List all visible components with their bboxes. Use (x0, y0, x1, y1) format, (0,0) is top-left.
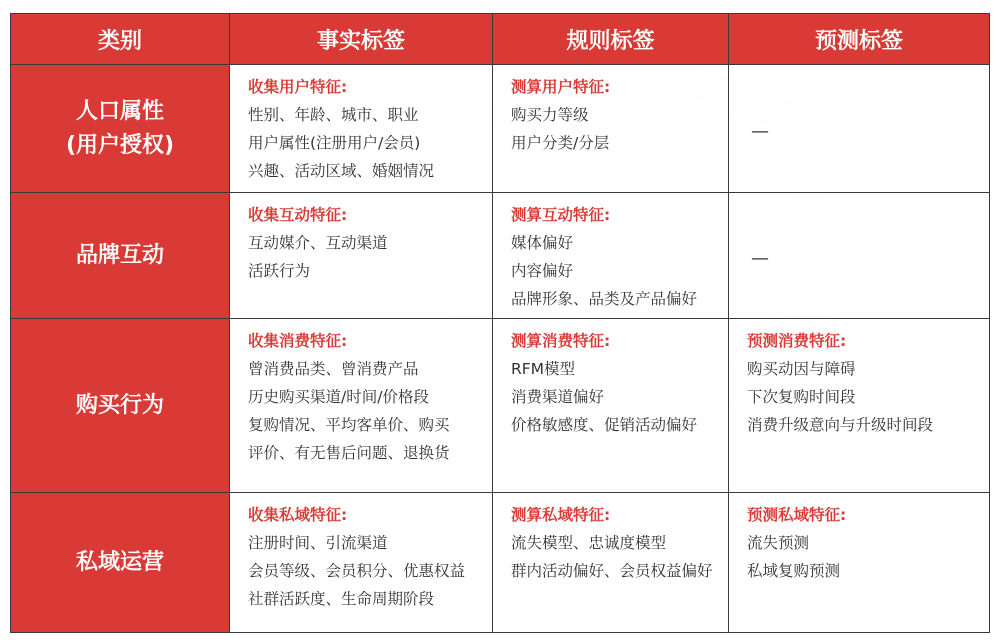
category-line: 私域运营 (75, 549, 164, 575)
cell-line: 评价、有无售后问题、退换货 (248, 444, 450, 462)
cell-line: 用户属性(注册用户/会员) (248, 134, 421, 152)
cell-line: 互动媒介、互动渠道 (248, 234, 388, 252)
category-line: 购买行为 (75, 392, 164, 418)
cell-title: 收集私域特征: (248, 506, 348, 524)
rule-cell (493, 193, 729, 319)
cell-title: 测算互动特征: (511, 206, 611, 224)
fact-cell (230, 493, 493, 633)
header-row (11, 14, 990, 65)
header-rule-label: 规则标签 (493, 14, 729, 65)
cell-line: 消费升级意向与升级时间段 (747, 416, 934, 434)
category-line: 品牌互动 (75, 242, 164, 268)
cell-line: 价格敏感度、促销活动偏好 (511, 416, 698, 434)
cell-line: RFM模型 (511, 360, 576, 378)
cell-line: 消费渠道偏好 (511, 388, 605, 406)
cell-line: 群内活动偏好、会员权益偏好 (511, 562, 713, 580)
fact-cell (230, 319, 493, 493)
header-category: 类别 (11, 14, 230, 65)
predict-cell (729, 493, 990, 633)
rule-cell (493, 493, 729, 633)
cell-line: 媒体偏好 (511, 234, 574, 252)
cell-title: 收集消费特征: (248, 332, 348, 350)
table-row (11, 493, 990, 633)
empty-dash: — (751, 120, 769, 142)
table-row (11, 65, 990, 193)
cell-line: 注册时间、引流渠道 (248, 534, 388, 552)
rule-cell (493, 65, 729, 193)
predict-cell (729, 319, 990, 493)
predict-cell (729, 65, 990, 193)
cell-title: 测算私域特征: (511, 506, 611, 524)
cell-line: 购买力等级 (511, 106, 589, 124)
cell-line: 活跃行为 (248, 262, 311, 280)
cell-title: 预测私域特征: (747, 506, 847, 524)
cell-line: 流失模型、忠诚度模型 (511, 534, 667, 552)
cell-line: 曾消费品类、曾消费产品 (248, 360, 419, 378)
cell-line: 会员等级、会员积分、优惠权益 (248, 562, 466, 580)
table-row (11, 193, 990, 319)
category-line: 人口属性 (75, 98, 164, 124)
header-predict-label: 预测标签 (729, 14, 990, 65)
cell-line: 品牌形象、品类及产品偏好 (511, 290, 698, 308)
header-fact-label: 事实标签 (230, 14, 493, 65)
predict-cell (729, 193, 990, 319)
cell-line: 复购情况、平均客单价、购买 (248, 416, 450, 434)
cell-line: 历史购买渠道/时间/价格段 (248, 388, 429, 406)
category-line: (用户授权) (65, 132, 175, 158)
cell-line: 社群活跃度、生命周期阶段 (248, 590, 435, 608)
cell-line: 兴趣、活动区域、婚姻情况 (248, 162, 435, 180)
row-category (11, 319, 230, 493)
fact-cell (230, 193, 493, 319)
cell-title: 收集用户特征: (248, 78, 348, 96)
rule-cell (493, 319, 729, 493)
cell-line: 性别、年龄、城市、职业 (248, 106, 419, 124)
cell-line: 内容偏好 (511, 262, 574, 280)
cell-title: 测算消费特征: (511, 332, 611, 350)
label-table (10, 13, 990, 633)
row-category (11, 65, 230, 193)
cell-line: 购买动因与障碍 (747, 360, 856, 378)
cell-title: 收集互动特征: (248, 206, 348, 224)
cell-title: 预测消费特征: (747, 332, 847, 350)
row-category (11, 193, 230, 319)
row-category (11, 493, 230, 633)
cell-title: 测算用户特征: (511, 78, 611, 96)
fact-cell (230, 65, 493, 193)
cell-line: 用户分类/分层 (511, 134, 610, 152)
cell-line: 流失预测 (747, 534, 810, 552)
cell-line: 私域复购预测 (747, 562, 841, 580)
table-row (11, 319, 990, 493)
cell-line: 下次复购时间段 (747, 388, 856, 406)
empty-dash: — (751, 247, 769, 269)
